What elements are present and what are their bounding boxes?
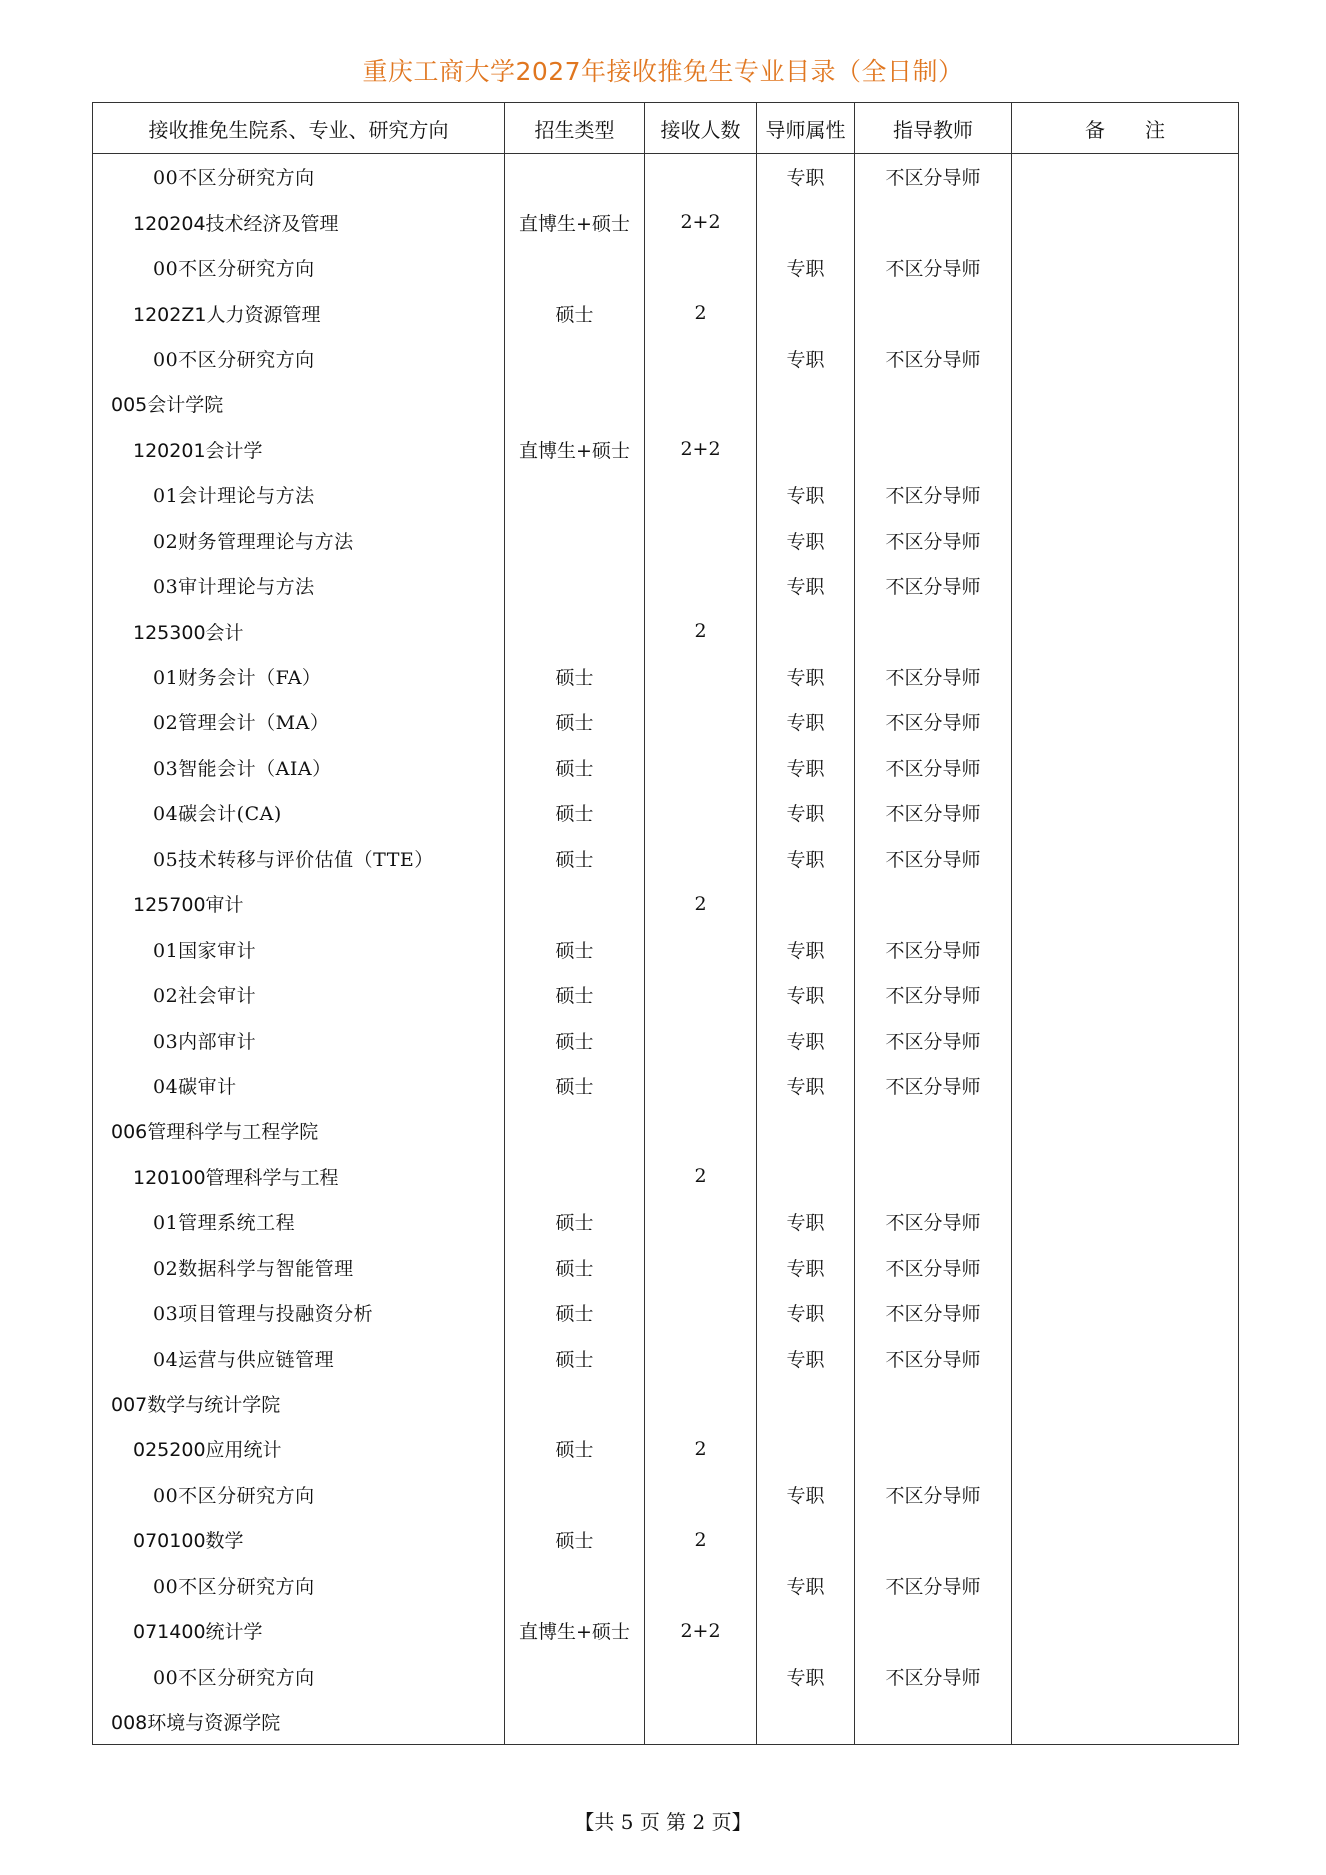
table-row xyxy=(93,245,1239,290)
cell-note xyxy=(1012,1608,1239,1653)
cell-advisor: 不区分导师 xyxy=(855,654,1012,699)
cell-advisor-attr xyxy=(757,1517,855,1562)
cell-count: 2+2 xyxy=(645,1608,757,1653)
table-row xyxy=(93,1335,1239,1380)
cell-advisor xyxy=(855,1108,1012,1153)
cell-note xyxy=(1012,1290,1239,1335)
table-row xyxy=(93,518,1239,563)
cell-program xyxy=(93,1063,505,1108)
direction-label: 04碳会计(CA) xyxy=(153,803,282,826)
header-type: 招生类型 xyxy=(505,103,645,154)
cell-type: 硕士 xyxy=(505,1517,645,1562)
cell-advisor-attr xyxy=(757,1381,855,1426)
direction-label: 02管理会计（MA） xyxy=(153,712,330,735)
cell-type xyxy=(505,245,645,290)
cell-count xyxy=(645,926,757,971)
cell-program xyxy=(93,1608,505,1653)
direction-label: 01管理系统工程 xyxy=(153,1212,296,1235)
cell-note xyxy=(1012,1653,1239,1698)
cell-advisor-attr: 专职 xyxy=(757,926,855,971)
cell-advisor-attr: 专职 xyxy=(757,654,855,699)
table-row xyxy=(93,1381,1239,1426)
cell-type xyxy=(505,608,645,653)
cell-advisor-attr: 专职 xyxy=(757,1063,855,1108)
cell-type: 硕士 xyxy=(505,745,645,790)
cell-advisor: 不区分导师 xyxy=(855,472,1012,517)
cell-note xyxy=(1012,790,1239,835)
cell-note xyxy=(1012,245,1239,290)
cell-type: 硕士 xyxy=(505,1426,645,1471)
cell-count xyxy=(645,1381,757,1426)
cell-note xyxy=(1012,1063,1239,1108)
cell-program xyxy=(93,563,505,608)
cell-program xyxy=(93,1381,505,1426)
cell-note xyxy=(1012,336,1239,381)
cell-program xyxy=(93,1563,505,1608)
major-label: 120204技术经济及管理 xyxy=(133,212,339,235)
cell-advisor xyxy=(855,608,1012,653)
cell-advisor-attr: 专职 xyxy=(757,1245,855,1290)
cell-advisor-attr: 专职 xyxy=(757,1653,855,1698)
table-row xyxy=(93,1563,1239,1608)
cell-note xyxy=(1012,654,1239,699)
cell-count xyxy=(645,972,757,1017)
cell-type: 直博生+硕士 xyxy=(505,1608,645,1653)
direction-label: 03智能会计（AIA） xyxy=(153,757,332,780)
cell-type xyxy=(505,472,645,517)
cell-advisor: 不区分导师 xyxy=(855,1563,1012,1608)
cell-count xyxy=(645,1290,757,1335)
cell-advisor: 不区分导师 xyxy=(855,1472,1012,1517)
cell-advisor-attr xyxy=(757,381,855,426)
cell-advisor-attr xyxy=(757,1699,855,1745)
cell-note xyxy=(1012,381,1239,426)
cell-note xyxy=(1012,1199,1239,1244)
cell-type: 硕士 xyxy=(505,1245,645,1290)
direction-label: 00不区分研究方向 xyxy=(153,1484,315,1507)
cell-count xyxy=(645,836,757,881)
table-row xyxy=(93,1108,1239,1153)
cell-program xyxy=(93,745,505,790)
cell-advisor: 不区分导师 xyxy=(855,563,1012,608)
cell-advisor-attr: 专职 xyxy=(757,1563,855,1608)
table-row xyxy=(93,1290,1239,1335)
cell-note xyxy=(1012,1472,1239,1517)
cell-advisor: 不区分导师 xyxy=(855,790,1012,835)
major-label: 120100管理科学与工程 xyxy=(133,1166,339,1189)
table-row xyxy=(93,1472,1239,1517)
table-row xyxy=(93,881,1239,926)
cell-type: 直博生+硕士 xyxy=(505,427,645,472)
cell-type xyxy=(505,1699,645,1745)
table-row xyxy=(93,427,1239,472)
cell-type: 硕士 xyxy=(505,699,645,744)
cell-count xyxy=(645,654,757,699)
table-row xyxy=(93,654,1239,699)
cell-advisor: 不区分导师 xyxy=(855,972,1012,1017)
cell-advisor-attr: 专职 xyxy=(757,1335,855,1380)
cell-advisor-attr xyxy=(757,427,855,472)
cell-advisor: 不区分导师 xyxy=(855,926,1012,971)
table-row xyxy=(93,1017,1239,1062)
cell-program xyxy=(93,154,505,200)
cell-count: 2+2 xyxy=(645,199,757,244)
department-label: 005会计学院 xyxy=(111,394,224,417)
cell-advisor: 不区分导师 xyxy=(855,1290,1012,1335)
cell-advisor-attr: 专职 xyxy=(757,1472,855,1517)
department-label: 007数学与统计学院 xyxy=(111,1394,281,1417)
cell-advisor: 不区分导师 xyxy=(855,1335,1012,1380)
direction-label: 02社会审计 xyxy=(153,985,257,1008)
cell-program xyxy=(93,881,505,926)
cell-program xyxy=(93,972,505,1017)
table-row xyxy=(93,608,1239,653)
cell-advisor-attr: 专职 xyxy=(757,1290,855,1335)
header-count: 接收人数 xyxy=(645,103,757,154)
cell-program xyxy=(93,1472,505,1517)
cell-count xyxy=(645,1699,757,1745)
cell-advisor-attr xyxy=(757,1426,855,1471)
cell-program xyxy=(93,1108,505,1153)
cell-advisor xyxy=(855,381,1012,426)
direction-label: 03项目管理与投融资分析 xyxy=(153,1303,374,1326)
cell-count xyxy=(645,472,757,517)
cell-count xyxy=(645,1563,757,1608)
cell-note xyxy=(1012,1335,1239,1380)
cell-type: 硕士 xyxy=(505,972,645,1017)
cell-note xyxy=(1012,290,1239,335)
cell-advisor xyxy=(855,1608,1012,1653)
major-label: 125300会计 xyxy=(133,621,244,644)
cell-advisor xyxy=(855,881,1012,926)
major-label: 1202Z1人力资源管理 xyxy=(133,303,321,326)
cell-note xyxy=(1012,1381,1239,1426)
major-label: 071400统计学 xyxy=(133,1621,263,1644)
cell-type xyxy=(505,1381,645,1426)
cell-advisor-attr: 专职 xyxy=(757,836,855,881)
cell-type xyxy=(505,1472,645,1517)
table-row xyxy=(93,926,1239,971)
cell-program xyxy=(93,608,505,653)
direction-label: 04碳审计 xyxy=(153,1075,237,1098)
cell-count xyxy=(645,563,757,608)
cell-count xyxy=(645,790,757,835)
cell-program xyxy=(93,1154,505,1199)
cell-type xyxy=(505,518,645,563)
cell-count xyxy=(645,1017,757,1062)
cell-count xyxy=(645,699,757,744)
cell-advisor-attr: 专职 xyxy=(757,336,855,381)
cell-type xyxy=(505,1108,645,1153)
cell-advisor-attr: 专职 xyxy=(757,1017,855,1062)
table-row xyxy=(93,836,1239,881)
table-row xyxy=(93,1608,1239,1653)
cell-advisor: 不区分导师 xyxy=(855,836,1012,881)
table-row xyxy=(93,563,1239,608)
table-row xyxy=(93,1426,1239,1471)
cell-advisor: 不区分导师 xyxy=(855,1063,1012,1108)
cell-note xyxy=(1012,154,1239,200)
cell-note xyxy=(1012,563,1239,608)
cell-program xyxy=(93,199,505,244)
cell-program xyxy=(93,290,505,335)
table-row xyxy=(93,1063,1239,1108)
direction-label: 03内部审计 xyxy=(153,1030,257,1053)
cell-count xyxy=(645,154,757,200)
cell-program xyxy=(93,336,505,381)
table-row xyxy=(93,381,1239,426)
catalog-table xyxy=(92,102,1239,1745)
cell-advisor: 不区分导师 xyxy=(855,154,1012,200)
cell-count xyxy=(645,1653,757,1698)
cell-count: 2 xyxy=(645,1517,757,1562)
cell-count: 2 xyxy=(645,1154,757,1199)
cell-type: 直博生+硕士 xyxy=(505,199,645,244)
direction-label: 01会计理论与方法 xyxy=(153,485,315,508)
cell-count xyxy=(645,1108,757,1153)
cell-note xyxy=(1012,1426,1239,1471)
header-advisor-attr: 导师属性 xyxy=(757,103,855,154)
cell-note xyxy=(1012,1245,1239,1290)
cell-count xyxy=(645,1199,757,1244)
cell-count xyxy=(645,1245,757,1290)
cell-note xyxy=(1012,699,1239,744)
cell-count xyxy=(645,336,757,381)
table-body xyxy=(93,154,1239,1745)
cell-program xyxy=(93,926,505,971)
cell-advisor xyxy=(855,427,1012,472)
cell-advisor-attr xyxy=(757,199,855,244)
cell-count xyxy=(645,1063,757,1108)
cell-type: 硕士 xyxy=(505,836,645,881)
cell-type xyxy=(505,1154,645,1199)
cell-advisor: 不区分导师 xyxy=(855,1653,1012,1698)
table-row xyxy=(93,154,1239,200)
cell-advisor xyxy=(855,199,1012,244)
cell-advisor-attr: 专职 xyxy=(757,790,855,835)
cell-type: 硕士 xyxy=(505,790,645,835)
cell-advisor-attr: 专职 xyxy=(757,699,855,744)
cell-program xyxy=(93,1699,505,1745)
cell-program xyxy=(93,1017,505,1062)
cell-advisor-attr xyxy=(757,881,855,926)
cell-count xyxy=(645,381,757,426)
page-title: 重庆工商大学2027年接收推免生专业目录（全日制） xyxy=(362,57,964,86)
direction-label: 02财务管理理论与方法 xyxy=(153,530,354,553)
cell-program xyxy=(93,518,505,563)
cell-program xyxy=(93,472,505,517)
cell-note xyxy=(1012,199,1239,244)
cell-count xyxy=(645,745,757,790)
table-row xyxy=(93,1199,1239,1244)
cell-advisor-attr: 专职 xyxy=(757,972,855,1017)
cell-advisor xyxy=(855,290,1012,335)
direction-label: 00不区分研究方向 xyxy=(153,167,315,190)
cell-program xyxy=(93,1653,505,1698)
direction-label: 05技术转移与评价估值（TTE） xyxy=(153,848,434,871)
cell-note xyxy=(1012,427,1239,472)
cell-note xyxy=(1012,972,1239,1017)
cell-count xyxy=(645,1472,757,1517)
direction-label: 01财务会计（FA） xyxy=(153,667,322,690)
cell-note xyxy=(1012,1517,1239,1562)
cell-type: 硕士 xyxy=(505,1017,645,1062)
header-advisor: 指导教师 xyxy=(855,103,1012,154)
cell-advisor: 不区分导师 xyxy=(855,1017,1012,1062)
cell-type: 硕士 xyxy=(505,1199,645,1244)
cell-note xyxy=(1012,1108,1239,1153)
cell-program xyxy=(93,836,505,881)
cell-program xyxy=(93,654,505,699)
cell-advisor-attr xyxy=(757,1154,855,1199)
cell-advisor: 不区分导师 xyxy=(855,745,1012,790)
direction-label: 02数据科学与智能管理 xyxy=(153,1257,354,1280)
cell-note xyxy=(1012,745,1239,790)
department-label: 006管理科学与工程学院 xyxy=(111,1121,319,1144)
table-row xyxy=(93,1245,1239,1290)
cell-advisor-attr: 专职 xyxy=(757,154,855,200)
cell-note xyxy=(1012,608,1239,653)
table-row xyxy=(93,199,1239,244)
cell-advisor: 不区分导师 xyxy=(855,518,1012,563)
header-note: 备 注 xyxy=(1012,103,1239,154)
cell-count: 2 xyxy=(645,881,757,926)
cell-advisor: 不区分导师 xyxy=(855,336,1012,381)
cell-type xyxy=(505,881,645,926)
cell-type: 硕士 xyxy=(505,1335,645,1380)
page-footer: 【共 5 页 第 2 页】 xyxy=(574,1810,752,1834)
cell-note xyxy=(1012,1154,1239,1199)
table-header-row xyxy=(93,103,1239,154)
cell-advisor xyxy=(855,1426,1012,1471)
cell-advisor: 不区分导师 xyxy=(855,245,1012,290)
department-label: 008环境与资源学院 xyxy=(111,1712,281,1735)
direction-label: 00不区分研究方向 xyxy=(153,1666,315,1689)
cell-note xyxy=(1012,836,1239,881)
cell-program xyxy=(93,699,505,744)
cell-note xyxy=(1012,1563,1239,1608)
table-row xyxy=(93,745,1239,790)
cell-advisor xyxy=(855,1699,1012,1745)
cell-advisor-attr xyxy=(757,608,855,653)
major-label: 070100数学 xyxy=(133,1530,244,1553)
cell-program xyxy=(93,1245,505,1290)
cell-program xyxy=(93,1199,505,1244)
cell-note xyxy=(1012,1017,1239,1062)
cell-program xyxy=(93,790,505,835)
direction-label: 03审计理论与方法 xyxy=(153,576,315,599)
table-row xyxy=(93,1517,1239,1562)
cell-type xyxy=(505,336,645,381)
cell-advisor-attr: 专职 xyxy=(757,563,855,608)
cell-advisor-attr: 专职 xyxy=(757,245,855,290)
cell-type xyxy=(505,381,645,426)
cell-note xyxy=(1012,518,1239,563)
major-label: 125700审计 xyxy=(133,894,244,917)
table-row xyxy=(93,1653,1239,1698)
cell-advisor-attr xyxy=(757,1108,855,1153)
cell-note xyxy=(1012,881,1239,926)
cell-note xyxy=(1012,926,1239,971)
cell-advisor-attr xyxy=(757,1608,855,1653)
major-label: 025200应用统计 xyxy=(133,1439,282,1462)
cell-type: 硕士 xyxy=(505,926,645,971)
table-row xyxy=(93,1154,1239,1199)
cell-count: 2 xyxy=(645,1426,757,1471)
table-row xyxy=(93,699,1239,744)
table-row xyxy=(93,790,1239,835)
major-label: 120201会计学 xyxy=(133,439,263,462)
table-row xyxy=(93,336,1239,381)
cell-advisor xyxy=(855,1381,1012,1426)
cell-advisor: 不区分导师 xyxy=(855,699,1012,744)
cell-advisor-attr: 专职 xyxy=(757,1199,855,1244)
cell-type xyxy=(505,1653,645,1698)
direction-label: 01国家审计 xyxy=(153,939,257,962)
cell-type: 硕士 xyxy=(505,654,645,699)
cell-program xyxy=(93,1335,505,1380)
cell-advisor xyxy=(855,1517,1012,1562)
cell-type xyxy=(505,1563,645,1608)
cell-type xyxy=(505,154,645,200)
cell-note xyxy=(1012,1699,1239,1745)
cell-program xyxy=(93,245,505,290)
cell-advisor-attr: 专职 xyxy=(757,518,855,563)
cell-advisor-attr: 专职 xyxy=(757,472,855,517)
cell-count xyxy=(645,245,757,290)
table-row xyxy=(93,290,1239,335)
cell-program xyxy=(93,427,505,472)
cell-count: 2 xyxy=(645,608,757,653)
cell-program xyxy=(93,1290,505,1335)
cell-count xyxy=(645,518,757,563)
direction-label: 04运营与供应链管理 xyxy=(153,1348,335,1371)
cell-advisor: 不区分导师 xyxy=(855,1245,1012,1290)
table-row xyxy=(93,472,1239,517)
cell-advisor-attr: 专职 xyxy=(757,745,855,790)
cell-advisor-attr xyxy=(757,290,855,335)
header-program: 接收推免生院系、专业、研究方向 xyxy=(93,103,505,154)
cell-program xyxy=(93,381,505,426)
direction-label: 00不区分研究方向 xyxy=(153,348,315,371)
cell-count: 2+2 xyxy=(645,427,757,472)
cell-type: 硕士 xyxy=(505,290,645,335)
cell-program xyxy=(93,1517,505,1562)
table-row xyxy=(93,972,1239,1017)
direction-label: 00不区分研究方向 xyxy=(153,258,315,281)
table-row xyxy=(93,1699,1239,1745)
cell-note xyxy=(1012,472,1239,517)
cell-program xyxy=(93,1426,505,1471)
cell-count: 2 xyxy=(645,290,757,335)
cell-advisor: 不区分导师 xyxy=(855,1199,1012,1244)
cell-count xyxy=(645,1335,757,1380)
cell-type: 硕士 xyxy=(505,1063,645,1108)
direction-label: 00不区分研究方向 xyxy=(153,1575,315,1598)
cell-type: 硕士 xyxy=(505,1290,645,1335)
cell-advisor xyxy=(855,1154,1012,1199)
cell-type xyxy=(505,563,645,608)
